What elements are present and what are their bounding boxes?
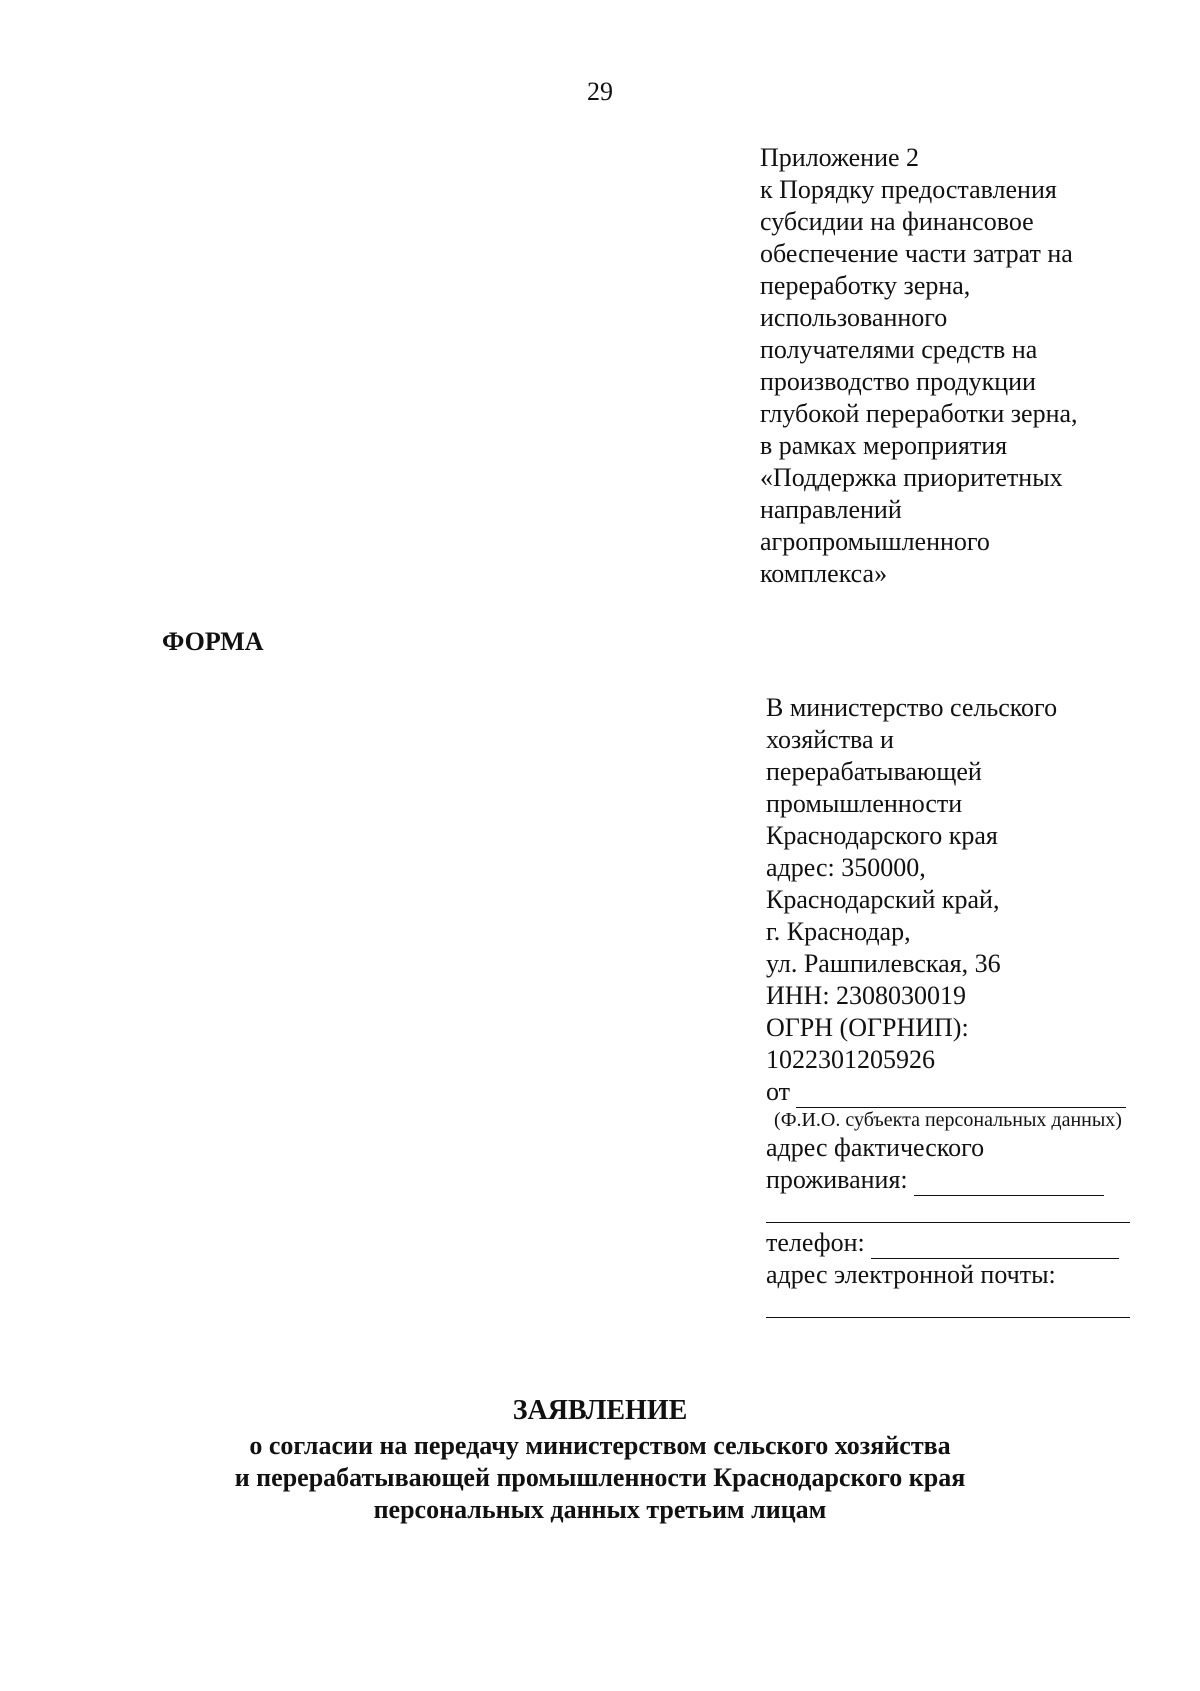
appendix-line: комплекса» [760,559,888,588]
document-subtitle [0,1430,1200,1526]
recipient-line: адрес: 350000, [766,853,926,882]
recipient-line: ОГРН (ОГРНИП): [766,1013,969,1042]
appendix-line: агропромышленного [760,527,990,556]
email-label: адрес электронной почты: [766,1260,1056,1289]
appendix-line: Приложение 2 [760,143,920,172]
recipient-line: ул. Рашпилевская, 36 [766,949,1001,978]
appendix-line: обеспечение части затрат на [760,239,1073,268]
recipient-line: 1022301205926 [766,1045,935,1074]
appendix-line: использованного [760,303,948,332]
from-caption: (Ф.И.О. субъекта персональных данных) [774,1109,1122,1131]
email-blank-line[interactable] [766,1291,1130,1318]
appendix-line: в рамках мероприятия [760,431,1008,460]
recipient-line: ИНН: 2308030019 [766,981,967,1010]
address-label-line1: адрес фактического [766,1133,985,1162]
recipient-line: перерабатывающей [766,757,982,786]
appendix-line: глубокой переработки зерна, [760,399,1078,428]
subtitle-line: персональных данных третьим лицам [373,1495,827,1524]
subtitle-line: о согласии на передачу министерством сельского хозяйства [249,1431,951,1460]
recipient-line: хозяйства и [766,725,894,754]
recipient-line: г. Краснодар, [766,917,911,946]
appendix-line: переработку зерна, [760,271,971,300]
appendix-line: к Порядку предоставления [760,175,1057,204]
address-label-line2: проживания: [766,1165,908,1194]
document-title: ЗАЯВЛЕНИЕ [512,1395,688,1426]
appendix-line: субсидии на финансовое [760,207,1034,236]
recipient-line: В министерство сельского [766,693,1058,722]
appendix-line: направлений [760,495,902,524]
recipient-block [766,692,1146,1322]
recipient-line: промышленности [766,789,963,818]
address-continuation-blank-line[interactable] [766,1196,1130,1223]
appendix-block [760,142,1160,590]
appendix-line: производство продукции [760,367,1036,396]
phone-field [766,1227,1146,1259]
recipient-line: Краснодарского края [766,821,998,850]
address-field [766,1164,1146,1196]
address-blank-line[interactable] [914,1171,1104,1196]
subtitle-line: и перерабатывающей промышленности Краснодарского края [234,1463,966,1492]
from-blank-line[interactable] [796,1083,1126,1108]
recipient-line: Краснодарский край, [766,885,1000,914]
page-number: 29 [587,77,613,106]
from-label: от [766,1077,791,1106]
appendix-line: «Поддержка приоритетных [760,463,1063,492]
appendix-line: получателями средств на [760,335,1038,364]
phone-label: телефон: [766,1228,865,1257]
from-field [766,1076,1146,1108]
phone-blank-line[interactable] [871,1234,1119,1259]
form-label: ФОРМА [162,627,264,656]
